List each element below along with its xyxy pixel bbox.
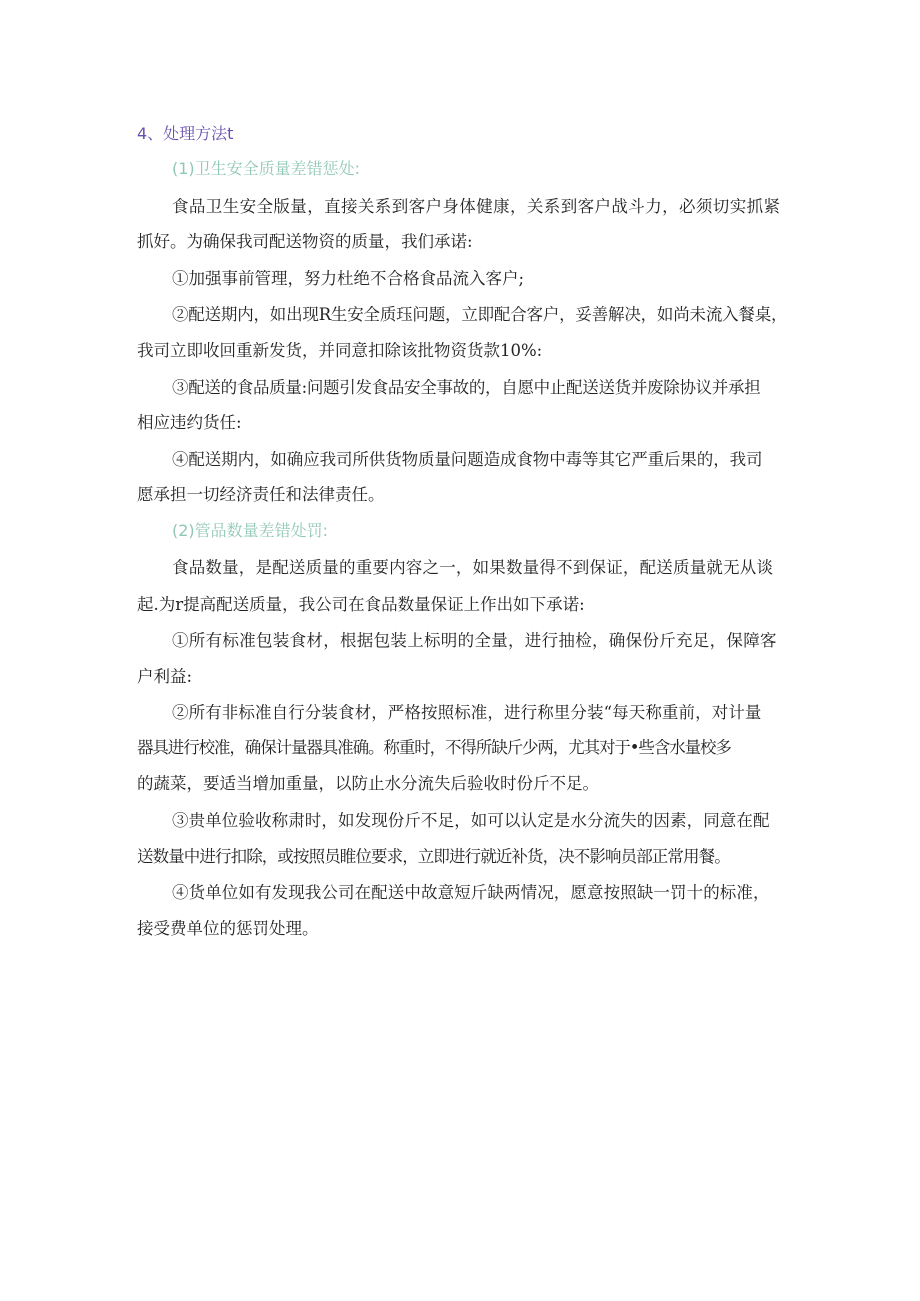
paragraph-line: ①所有标准包装食材，根据包装上标明的全量，进行抽检，确保份斤充足，保障客 [172,631,777,650]
paragraph-line: 相应违约货任: [137,413,242,432]
paragraph-line: 起.为r提高配送质量，我公司在食品数量保证上作出如下承诺: [137,595,585,614]
paragraph-line: 的蔬菜，要适当增加重量，以防止水分流失后验收时份斤不足。 [137,774,599,793]
paragraph-line: ①加强事前管理，努力杜绝不合格食品流入客户; [172,269,525,288]
subsection-1-heading: (1)卫生安全质量差错惩处: [172,159,361,178]
paragraph-line: ③贵单位验收称肃时，如发现份斤不足，如可以认定是水分流失的因素，同意在配 [172,811,770,830]
section-heading: 4、处理方法t [137,124,234,143]
paragraph-line: 我司立即收回重新发货，并同意扣除该批物资货款10%: [137,341,543,360]
paragraph-line: ③配送的食品质量:问题引发食品安全事故的，自愿中止配送送货并废除协议并承担 [172,378,761,397]
paragraph-line: 户利益: [137,667,193,686]
paragraph-line: 抓好。为确保我司配送物资的质量，我们承诺: [137,232,473,251]
paragraph-line: ④货单位如有发现我公司在配送中故意短斤缺两情况，愿意按照缺一罚十的标准， [172,883,770,902]
paragraph-line: 食品数量，是配送质量的重要内容之一，如果数量得不到保证，配送质量就无从谈 [172,558,774,577]
paragraph-line: 接受费单位的惩罚处理。 [137,919,319,938]
paragraph-line: 食品卫生安全版量，直接关系到客户身体健康，关系到客户战斗力，必须切实抓紧 [172,197,781,216]
paragraph-line: 送数量中进行扣除，或按照员睢位要求，立即进行就近补货，决不影响员部正常用餐。 [137,847,730,866]
paragraph-line: ②配送期内，如出现R生安全质珏问题，立即配合客户，妥善解决，如尚未流入餐桌， [172,305,788,324]
paragraph-line: ②所有非标准自行分装食材，严格按照标准，进行称里分装“每天称重前，对计量 [172,703,762,722]
subsection-2-heading: (2)管品数量差错处罚: [172,521,329,540]
paragraph-line: 愿承担一切经济责任和法律责任。 [137,485,385,504]
paragraph-line: 器具进行校准，确保计量器具准确。称重时，不得所缺斤少两，尤其对于•些含水量校多 [137,738,731,757]
paragraph-line: ④配送期内，如确应我司所供货物质量问题造成食物中毒等其它严重后果的，我司 [172,450,763,469]
